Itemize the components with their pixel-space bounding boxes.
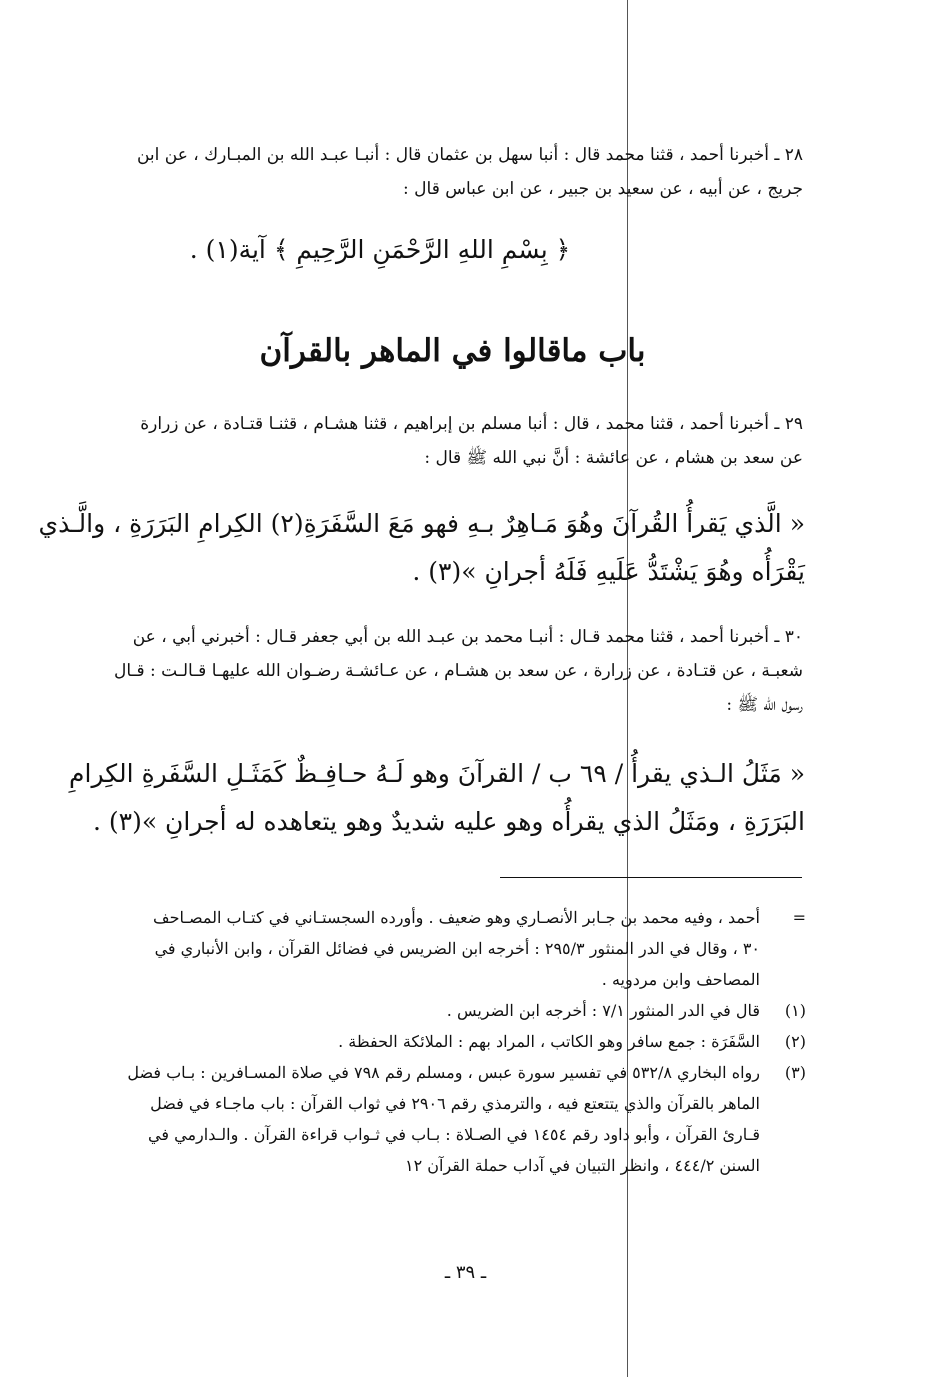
footnote-3-row-2: [100, 1088, 806, 1119]
hadith-28-quote: [100, 226, 660, 274]
hadith-30-isnad: [100, 620, 803, 722]
hadith-30-matn: [69, 750, 805, 846]
footnote-continuation-line-3: المصاحف وابن مردويه .: [601, 970, 760, 989]
footnote-continuation: [100, 902, 806, 933]
footnote-3: [100, 1057, 806, 1088]
hadith-29-line-1: ٢٩ ـ أخبرنا أحمد ، قثنا محمد ، قال : أنبا مسلم بن إبراهيم ، قثنا هشـام ، قثنـا قتـادة ، عن زرارة: [140, 414, 803, 434]
footnote-2-text: السَّفَرَة : جمع سافر وهو الكاتب ، المراد بهم : الملائكة الحفظة .: [338, 1032, 760, 1051]
footnote-continuation-line-2: ٣٠ ، وقال في الدر المنثور ٢٩٥/٣ : أخرجه ابن الضريس في فضائل القرآن ، وابن الأنباري في: [154, 939, 760, 958]
footnote-1-number: (١): [784, 1001, 806, 1020]
footnotes: [100, 902, 806, 1181]
footnote-3-line-2: الماهر بالقرآن والذي يتتعتع فيه ، والترمذي رقم ٢٩٠٦ في ثواب القرآن : باب ماجـاء في فضل: [150, 1094, 760, 1113]
basmala-verse: ﴿ بِسْمِ اللهِ الرَّحْمَنِ الرَّحِيمِ ﴾ آية(١) .: [189, 235, 571, 264]
page-number: ـ ٣٩ ـ: [444, 1262, 487, 1283]
footnote-spacer: [760, 1088, 806, 1119]
footnote-continuation-line-1: أحمد ، وفيه محمد بن جـابر الأنصـاري وهو ضعيف . وأورده السجستـاني في كتـاب المصـاحف: [153, 908, 760, 927]
hadith-29-matn: [38, 500, 805, 596]
hadith-30-line-2: شعبـة ، عن قتـادة ، عن زرارة ، عن سعد بن هشـام ، عن عـائشـة رضـوان الله عليهـا قـالـت : قـال: [114, 661, 803, 681]
footnote-2: [100, 1026, 806, 1057]
hadith-28-isnad: [100, 138, 803, 206]
hadith-30-quote-line-1: « مَثَلُ الـذي يقرأُ / ٦٩ ب / القرآنَ وهو لَـهُ حـافِـظٌ كَمَثَـلِ السَّفَرةِ الكِرامِ: [69, 759, 805, 788]
hadith-29-isnad: [100, 407, 803, 475]
footnote-1: [100, 995, 806, 1026]
hadith-29-quote-line-1: « الَّذي يَقرأُ القُرآنَ وهُوَ مَـاهِرٌ بـهِ فهو مَعَ السَّفَرَةِ(٢) الكِرامِ البَرَرَةِ ، والَّـذي: [38, 509, 805, 538]
hadith-30-quote-line-2: البَرَرَةِ ، ومَثَلُ الذي يقرأُه وهو عليه شديدٌ وهو يتعاهده له أجرانِ »(٣) .: [92, 807, 805, 836]
footnote-2-number: (٢): [784, 1032, 806, 1051]
footnote-3-line-3: قـارئ القرآن ، وأبو داود رقم ١٤٥٤ في الصـلاة : بـاب في ثـواب قراءة القرآن . والـدارمي في: [148, 1125, 760, 1144]
continuation-mark: =: [792, 908, 806, 927]
footnote-continuation-row-3: [100, 964, 806, 995]
hadith-29-quote-line-2: يَقْرَأُه وهُوَ يَشْتَدُّ عَلَيهِ فَلَهُ أجرانِ »(٣) .: [412, 557, 805, 586]
footnote-spacer: [760, 933, 806, 964]
footnote-3-number: (٣): [784, 1063, 806, 1082]
section-title: باب ماقالوا في الماهر بالقرآن: [259, 333, 646, 369]
footnote-3-row-3: [100, 1119, 806, 1150]
hadith-30-line-1: ٣٠ ـ أخبرنا أحمد ، قثنا محمد قـال : أنبـا محمد بن عبـد الله بن أبي جعفر قـال : أخبرني أبي ، عن: [132, 627, 803, 647]
hadith-29-line-2: عن سعد بن هشام ، عن عائشة : أنَّ نبي الله ﷺ قال :: [424, 448, 803, 468]
footnote-spacer: [760, 964, 806, 995]
hadith-28-line-2: جريج ، عن أبيه ، عن سعيد بن جبير ، عن ابن عباس قال :: [403, 179, 803, 199]
footnote-continuation-row-2: [100, 933, 806, 964]
footnote-spacer: [760, 1119, 806, 1150]
footnote-3-row-4: [100, 1150, 806, 1181]
footnote-separator: [500, 877, 802, 878]
hadith-30-line-3: رسول الله ﷺ :: [726, 695, 803, 715]
footnote-1-text: قال في الدر المنثور ٧/١ : أخرجه ابن الضريس .: [446, 1001, 760, 1020]
hadith-28-line-1: ٢٨ ـ أخبرنا أحمد ، قثنا محمد قال : أنبا سهل بن عثمان قال : أنبـا عبـد الله بن المبـارك ، عن ابن: [136, 145, 803, 165]
footnote-3-line-1: رواه البخاري ٥٣٢/٨ في تفسير سورة عبس ، ومسلم رقم ٧٩٨ في صلاة المسـافرين : بـاب فضل: [127, 1063, 760, 1082]
footnote-3-line-4: السنن ٤٤٤/٢ ، وانظر التبيان في آداب حملة القرآن ١٢: [404, 1156, 760, 1175]
footnote-spacer: [760, 1150, 806, 1181]
